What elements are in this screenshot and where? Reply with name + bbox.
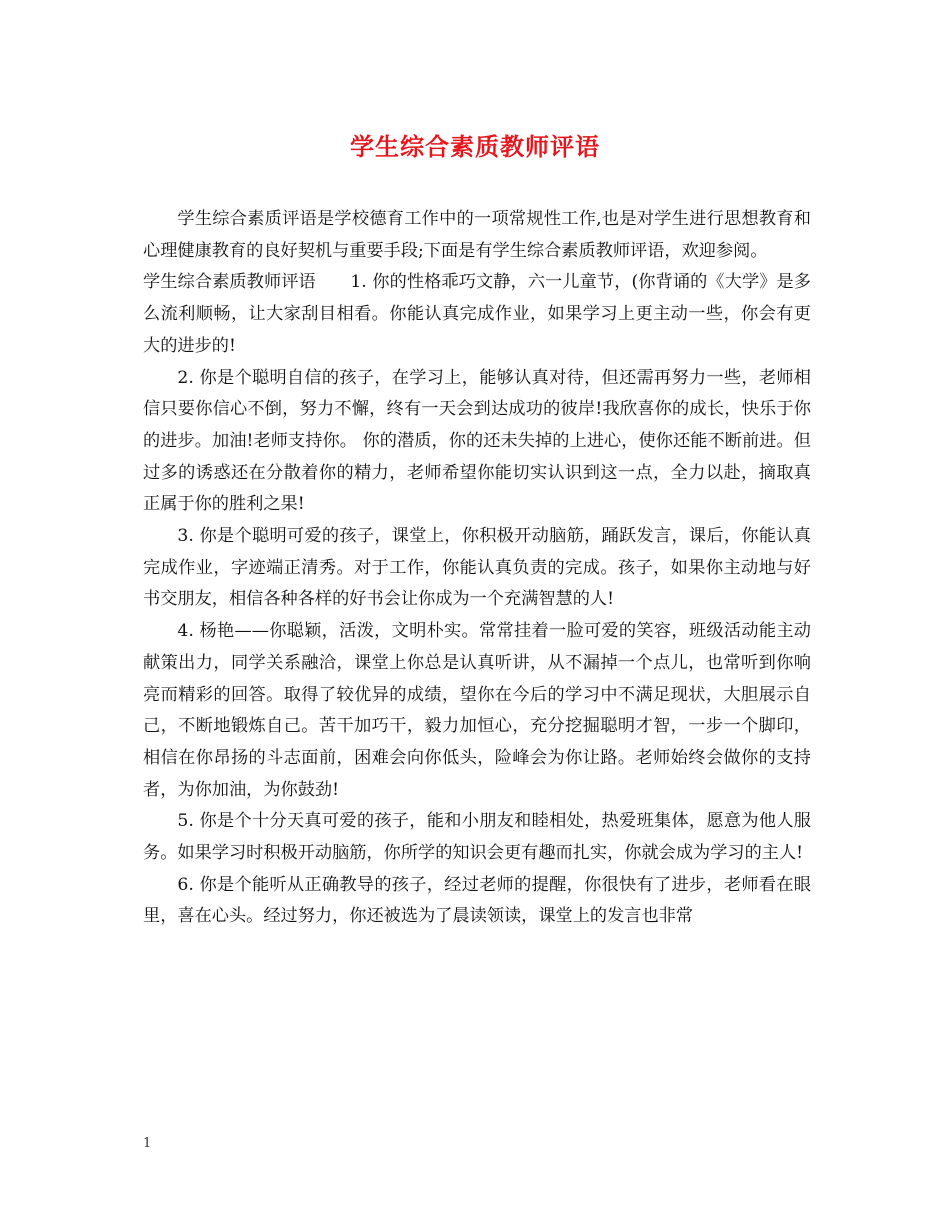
paragraph-intro: 学生综合素质评语是学校德育工作中的一项常规性工作,也是对学生进行思想教育和心理健康教育的良好契机与重要手段;下面是有学生综合素质教师评语，欢迎参阅。 [143, 209, 811, 261]
paragraph-2: 2. 你是个聪明自信的孩子，在学习上，能够认真对待，但还需再努力一些，老师相信只要你信心不倒，努力不懈，终有一天会到达成功的彼岸!我欣喜你的成长，快乐于你的进步。加油!老师支持你。 你的潜质，你的还未失掉的上进心，使你还能不断前进。但过多的诱惑还在分散着你的精力，老师希望你能切实认识到这一点，全力以赴，摘取真正属于你的胜利之果! [143, 367, 811, 515]
paragraph-3: 3. 你是个聪明可爱的孩子，课堂上，你积极开动脑筋，踊跃发言，课后，你能认真完成作业，字迹端正清秀。对于工作，你能认真负责的完成。孩子，如果你主动地与好书交朋友，相信各种各样的好书会让你成为一个充满智慧的人! [143, 526, 811, 610]
page-number: 1 [143, 1136, 152, 1151]
document-title: 学生综合素质教师评语 [350, 132, 600, 161]
paragraph-5: 5. 你是个十分天真可爱的孩子，能和小朋友和睦相处，热爱班集体，愿意为他人服务。如果学习时积极开动脑筋，你所学的知识会更有趣而扎实，你就会成为学习的主人! [143, 811, 811, 864]
document-body [143, 204, 811, 933]
paragraph-4: 4. 杨艳——你聪颖，活泼，文明朴实。常常挂着一脸可爱的笑容，班级活动能主动献策出力，同学关系融洽，课堂上你总是认真听讲，从不漏掉一个点儿，也常听到你响亮而精彩的回答。取得了较优异的成绩，望你在今后的学习中不满足现状，大胆展示自己，不断地锻炼自己。苦干加巧干，毅力加恒心，充分挖掘聪明才智，一步一个脚印，相信在你昂扬的斗志面前，困难会向你低头，险峰会为你让路。老师始终会做你的支持者，为你加油，为你鼓劲! [143, 621, 811, 800]
paragraph-6: 6. 你是个能听从正确教导的孩子，经过老师的提醒，你很快有了进步，老师看在眼里，喜在心头。经过努力，你还被选为了晨读领读，课堂上的发言也非常 [143, 874, 811, 927]
paragraph-1: 学生综合素质教师评语 1. 你的性格乖巧文静，六一儿童节，(你背诵的《大学》是多么流利顺畅，让大家刮目相看。你能认真完成作业，如果学习上更主动一些，你会有更大的进步的! [143, 272, 811, 356]
